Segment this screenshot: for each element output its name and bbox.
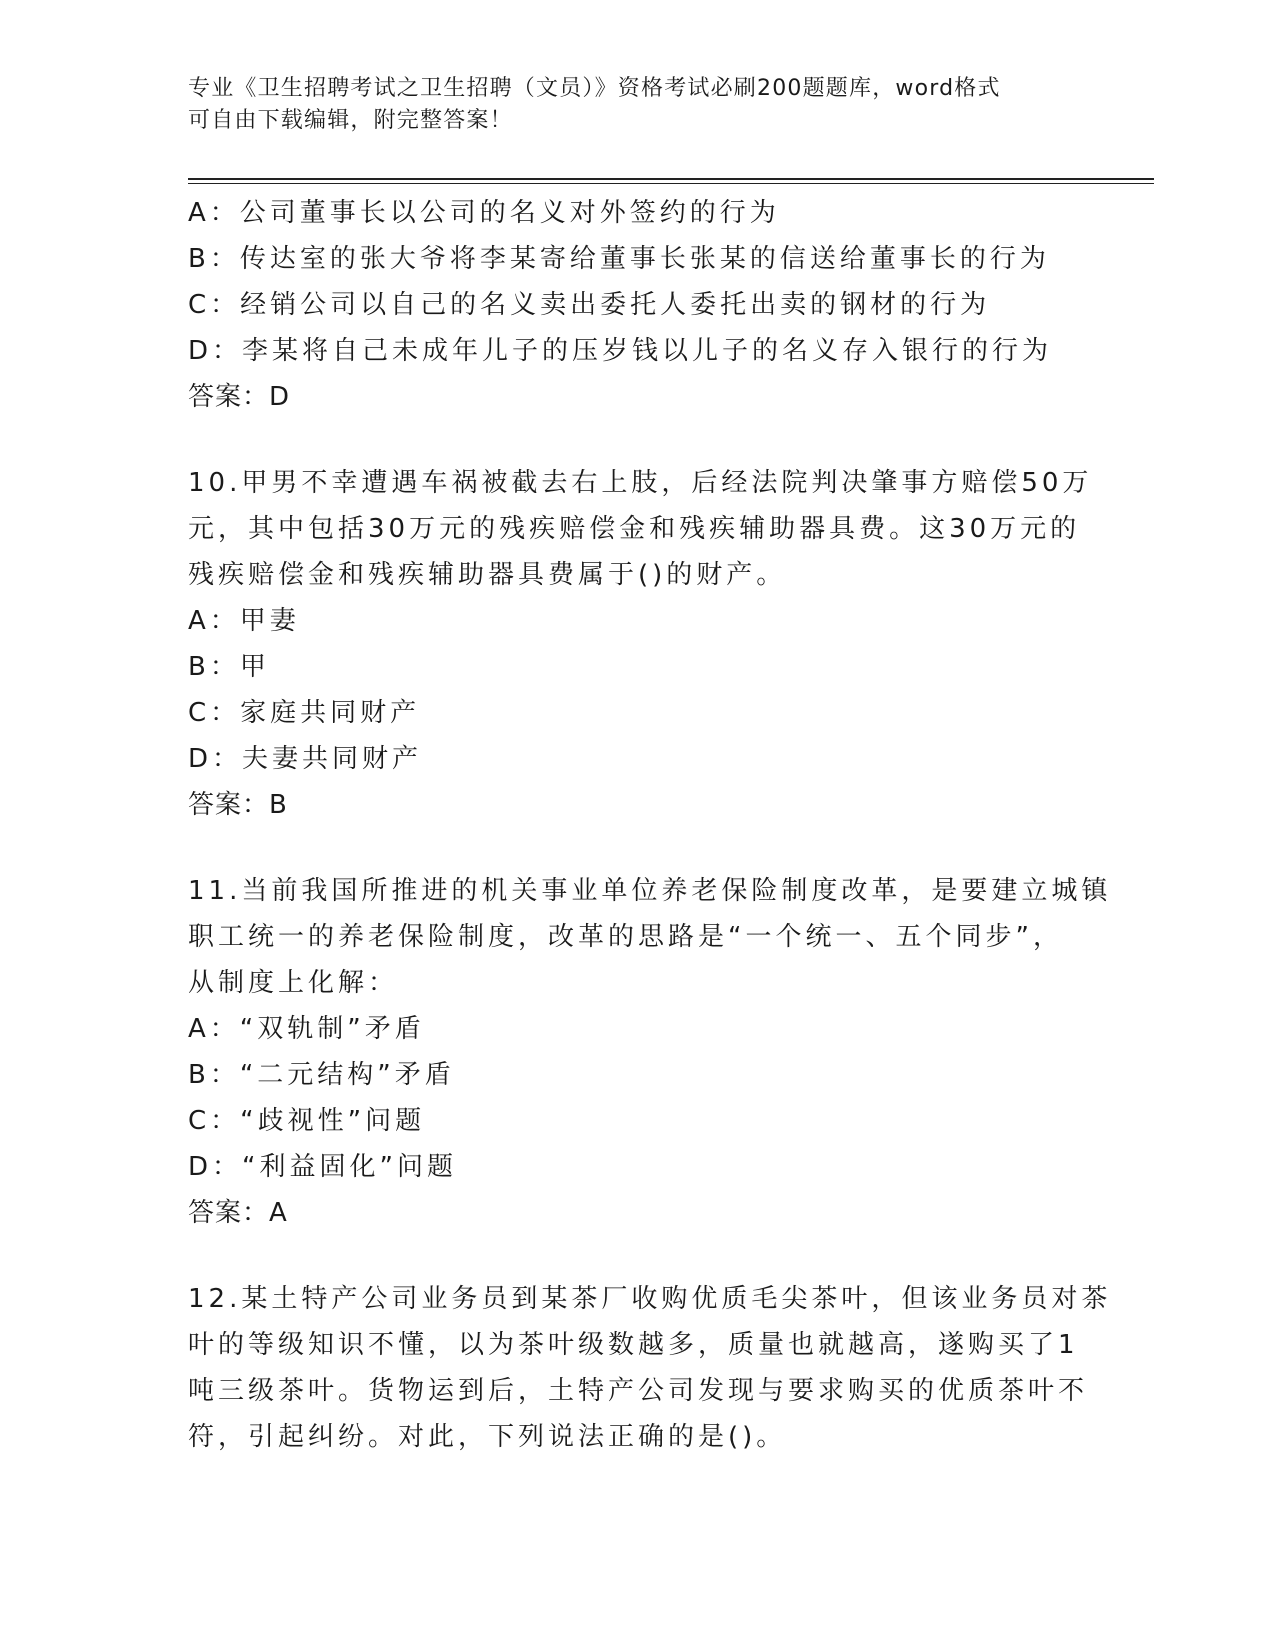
header-rule	[188, 178, 1154, 180]
header-rule-thin	[188, 183, 1154, 184]
question-stem-line: 符，引起纠纷。对此，下列说法正确的是()。	[188, 1422, 787, 1452]
question-stem-line: 叶的等级知识不懂，以为茶叶级数越多，质量也就越高，遂购买了1	[188, 1330, 1079, 1360]
option-b: B：“二元结构”矛盾	[188, 1060, 455, 1090]
question-stem-line: 11.当前我国所推进的机关事业单位养老保险制度改革，是要建立城镇	[188, 876, 1112, 906]
option-a: A：“双轨制”矛盾	[188, 1014, 425, 1044]
option-d: D：“利益固化”问题	[188, 1152, 457, 1182]
option-a: A：公司董事长以公司的名义对外签约的行为	[188, 198, 780, 228]
option-a: A：甲妻	[188, 606, 300, 636]
option-b: B：传达室的张大爷将李某寄给董事长张某的信送给董事长的行为	[188, 244, 1050, 274]
header-line-2: 可自由下载编辑，附完整答案！	[188, 108, 513, 133]
option-c: C：家庭共同财产	[188, 698, 421, 728]
answer: 答案：B	[188, 790, 288, 820]
question-10	[188, 460, 1093, 828]
question-list	[188, 190, 1112, 1460]
option-c: C：经销公司以自己的名义卖出委托人委托出卖的钢材的行为	[188, 290, 991, 320]
answer: 答案：D	[188, 382, 291, 412]
question-11	[188, 868, 1112, 1236]
option-d: D：夫妻共同财产	[188, 744, 423, 774]
spacer	[188, 828, 1068, 868]
question-9	[188, 190, 1068, 420]
question-12	[188, 1276, 1112, 1460]
option-c: C：“歧视性”问题	[188, 1106, 426, 1136]
question-stem-line: 残疾赔偿金和残疾辅助器具费属于()的财产。	[188, 560, 787, 590]
option-b: B：甲	[188, 652, 270, 682]
spacer	[188, 1236, 1068, 1276]
question-stem-line: 元，其中包括30万元的残疾赔偿金和残疾辅助器具费。这30万元的	[188, 514, 1081, 544]
question-stem-line: 职工统一的养老保险制度，改革的思路是“一个统一、五个同步”，	[188, 922, 1063, 952]
question-stem-line: 10.甲男不幸遭遇车祸被截去右上肢，后经法院判决肇事方赔偿50万	[188, 468, 1093, 498]
option-d: D：李某将自己未成年儿子的压岁钱以儿子的名义存入银行的行为	[188, 336, 1053, 366]
question-stem-line: 吨三级茶叶。货物运到后，土特产公司发现与要求购买的优质茶叶不	[188, 1376, 1089, 1406]
question-stem-line: 12.某土特产公司业务员到某茶厂收购优质毛尖茶叶，但该业务员对茶	[188, 1284, 1112, 1314]
document-header	[188, 73, 1068, 137]
spacer	[188, 420, 1068, 460]
question-stem-line: 从制度上化解：	[188, 968, 399, 998]
answer: 答案：A	[188, 1198, 288, 1228]
header-line-1: 专业《卫生招聘考试之卫生招聘（文员）》资格考试必刷200题题库，word格式	[188, 76, 1001, 101]
